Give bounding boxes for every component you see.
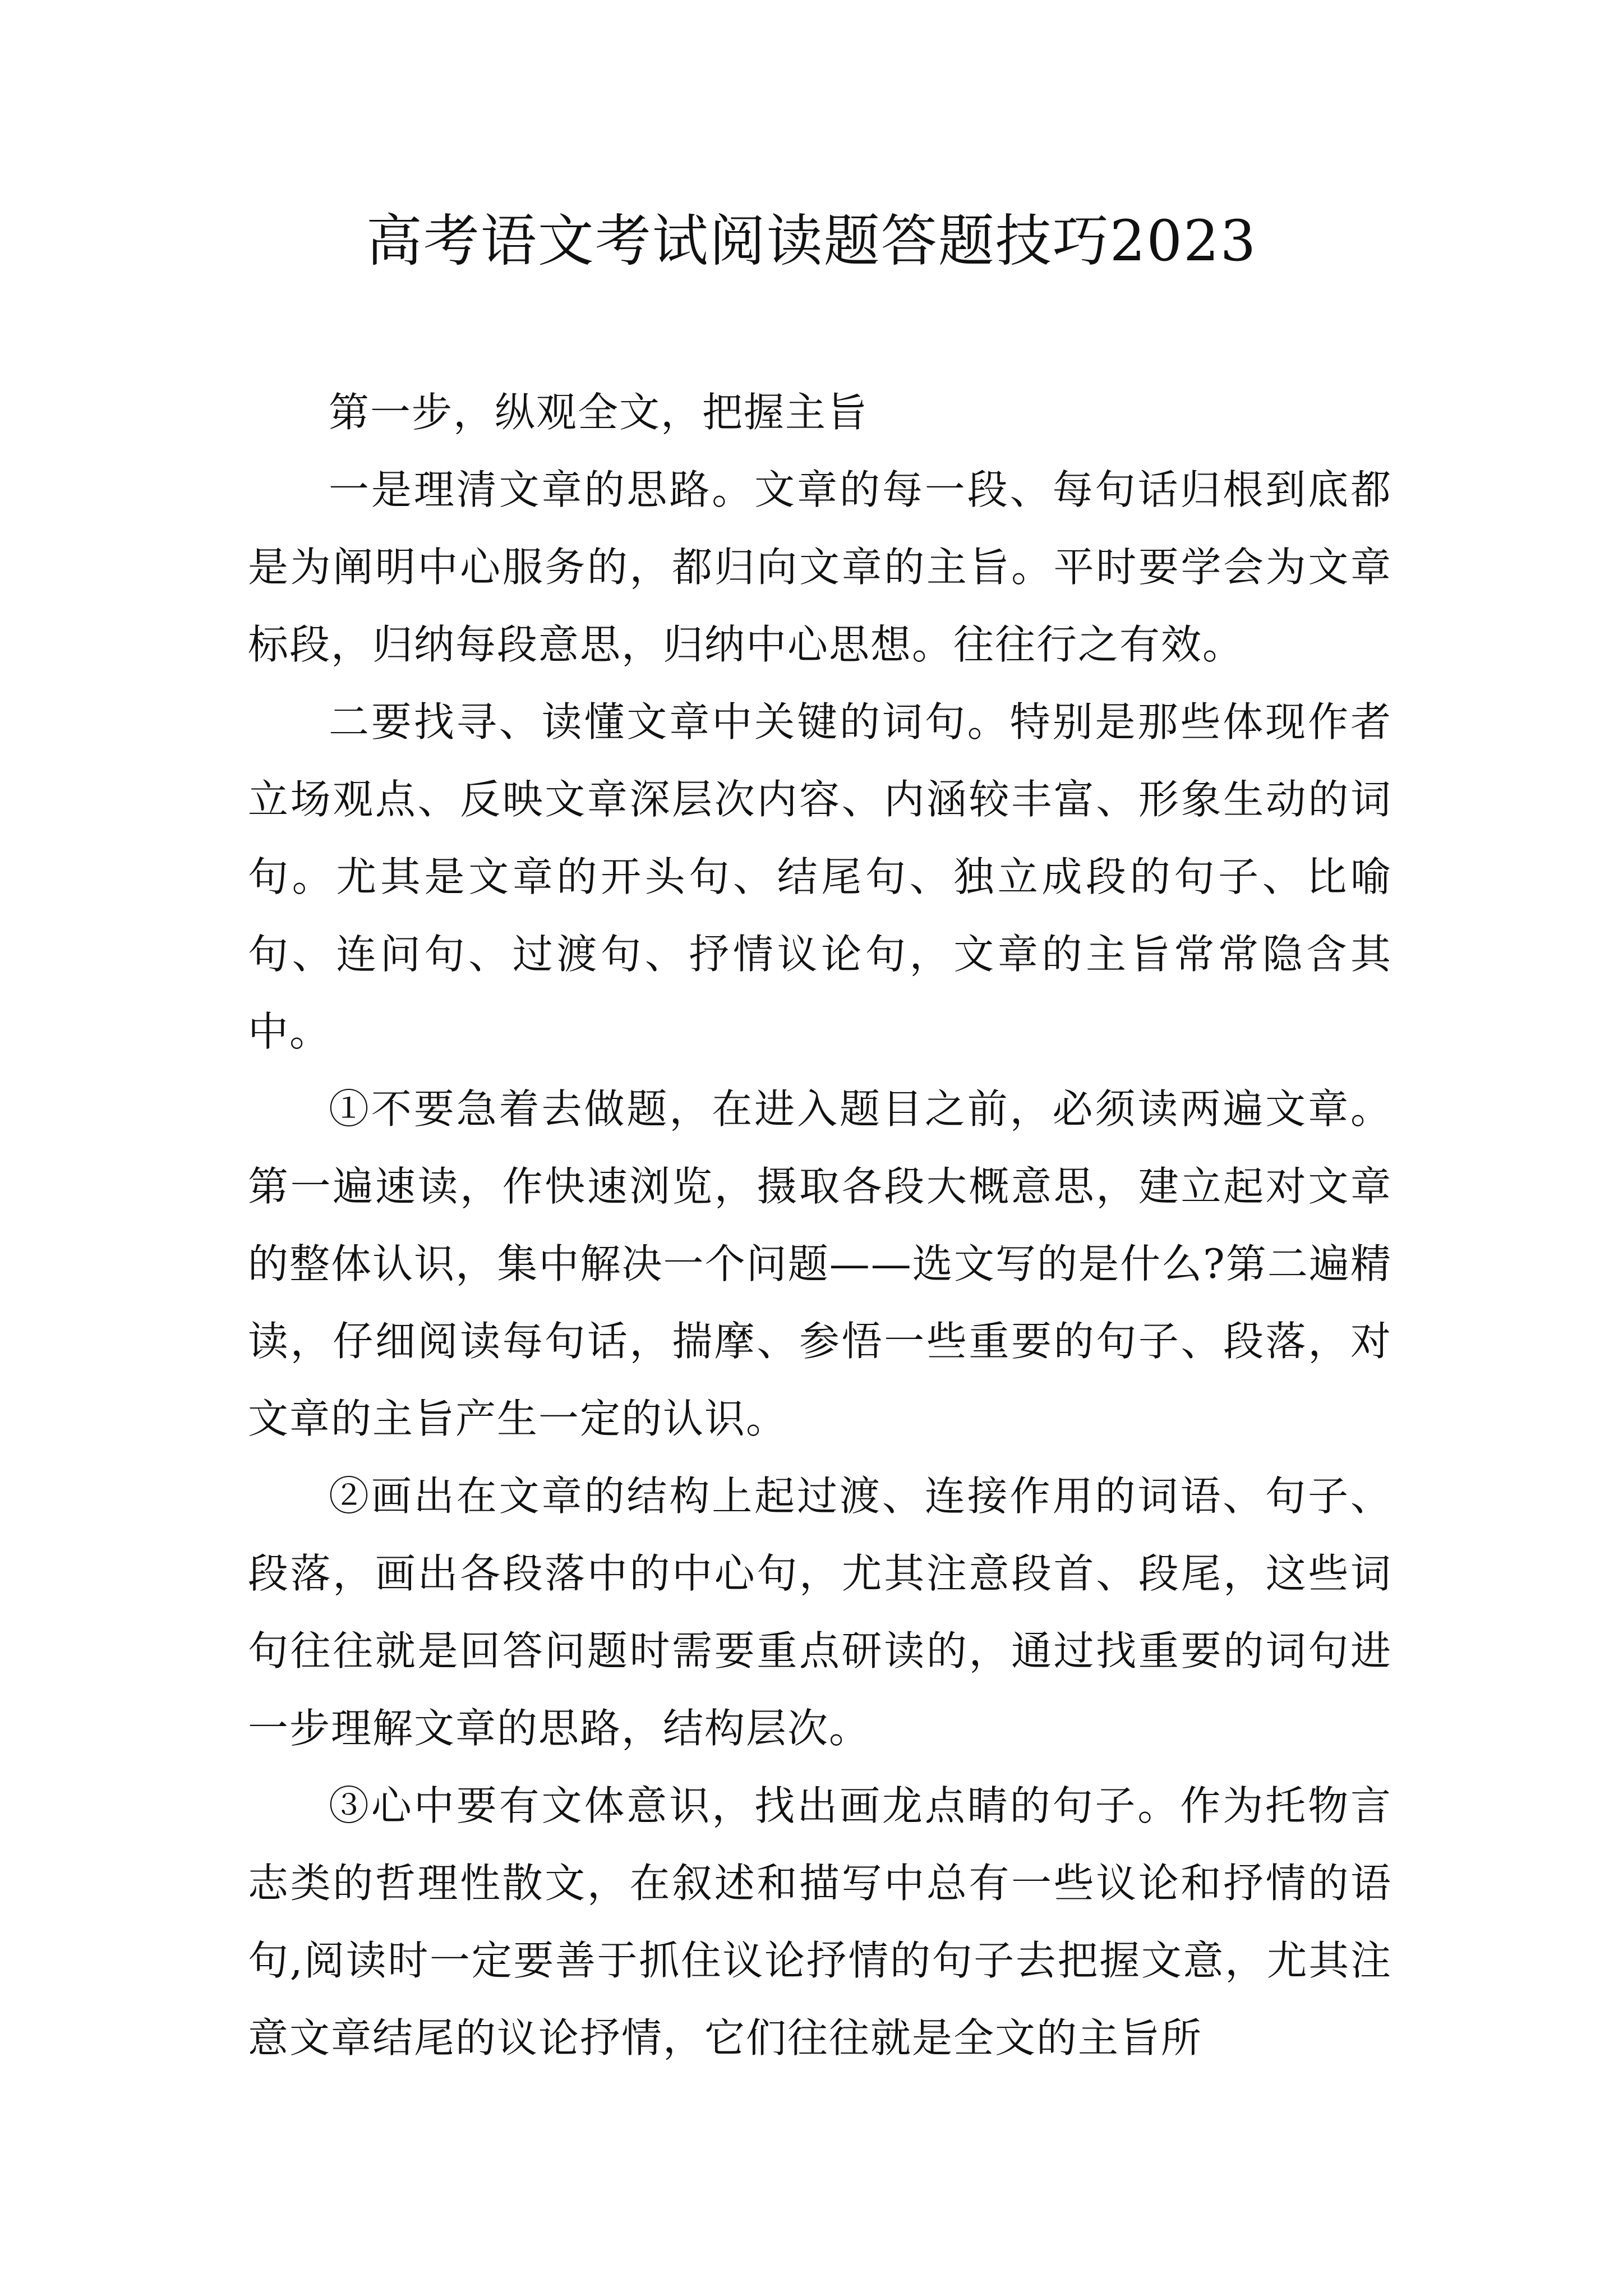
document-body — [248, 374, 1392, 2077]
paragraph-clarify-thinking: 一是理清文章的思路。文章的每一段、每句话归根到底都是为阐明中心服务的，都归向文章的主旨。平时要学会为文章标段，归纳每段意思，归纳中心思想。往往行之有效。 — [248, 466, 1392, 668]
paragraph-read-twice: ①不要急着去做题，在进入题目之前，必须读两遍文章。第一遍速读，作快速浏览，摄取各段大概意思，建立起对文章的整体认识，集中解决一个问题——选文写的是什么?第二遍精读，仔细阅读每句话，揣摩、参悟一些重要的句子、段落，对文章的主旨产生一定的认识。 — [248, 1085, 1392, 1442]
paragraph-step-one: 第一步，纵观全文，把握主旨 — [329, 389, 869, 436]
paragraph-mark-structure: ②画出在文章的结构上起过渡、连接作用的词语、句子、段落，画出各段落中的中心句，尤其注意段首、段尾，这些词句往往就是回答问题时需要重点研读的，通过找重要的词句进一步理解文章的思路，结构层次。 — [248, 1473, 1392, 1752]
paragraph-genre-awareness: ③心中要有文体意识，找出画龙点睛的句子。作为托物言志类的哲理性散文，在叙述和描写中总有一些议论和抒情的语句,阅读时一定要善于抓住议论抒情的句子去把握文意，尤其注意文章结尾的议论抒情，它们往往就是全文的主旨所 — [248, 1782, 1392, 2062]
paragraph-key-sentences: 二要找寻、读懂文章中关键的词句。特别是那些体现作者立场观点、反映文章深层次内容、内涵较丰富、形象生动的词句。尤其是文章的开头句、结尾句、独立成段的句子、比喻句、连问句、过渡句、抒情议论句，文章的主旨常常隐含其中。 — [248, 698, 1392, 1055]
document-title: 高考语文考试阅读题答题技巧2023 — [366, 208, 1257, 274]
